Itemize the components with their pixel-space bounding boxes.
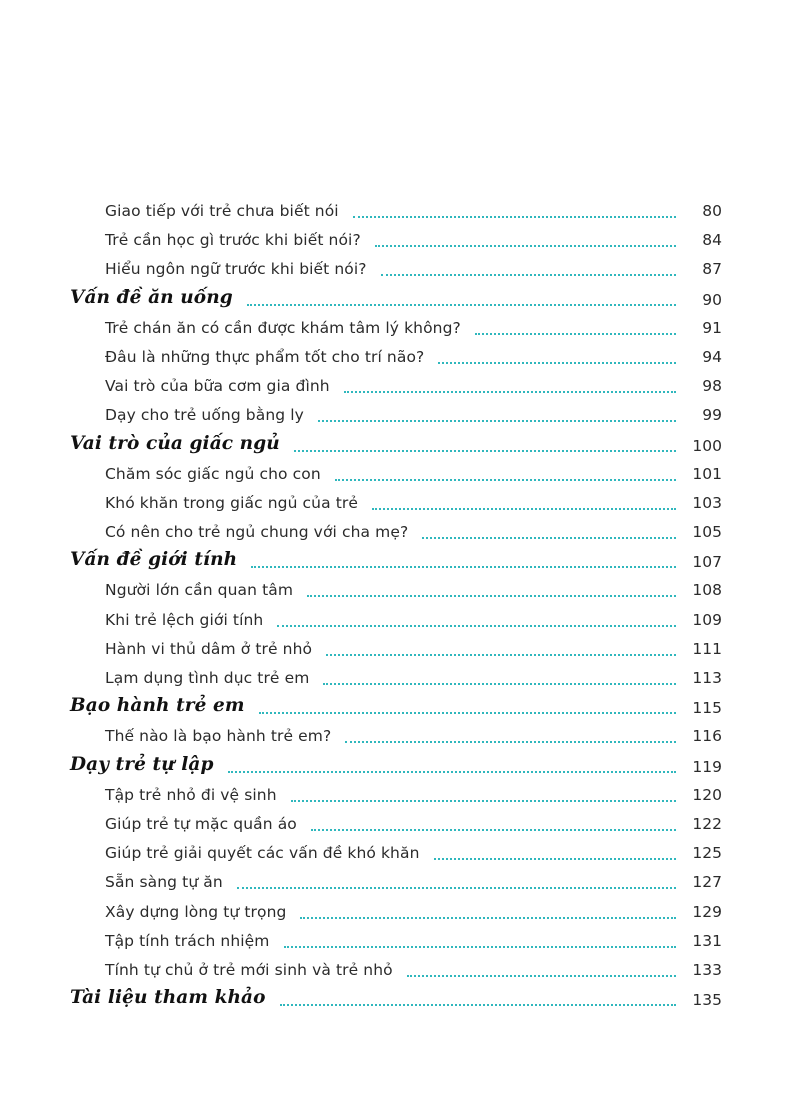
toc-entry (0, 577, 800, 606)
dot-leader (259, 712, 676, 714)
toc-entry (0, 256, 800, 285)
dot-leader (381, 274, 676, 276)
page-number: 125 (692, 844, 722, 863)
dot-leader (307, 595, 676, 597)
entry-title: Người lớn cần quan tâm (105, 581, 294, 600)
page-number: 80 (702, 202, 722, 220)
page-number: 107 (692, 553, 722, 572)
page-number: 103 (692, 493, 722, 512)
entry-title: Dạy cho trẻ uống bằng ly (105, 406, 304, 425)
dot-leader (300, 917, 676, 919)
toc-entry (0, 723, 800, 752)
entry-title: Giúp trẻ giải quyết các vấn đề khó khăn (105, 844, 420, 863)
toc-entry (0, 198, 800, 227)
dot-leader (434, 858, 676, 860)
section-title: Tài liệu tham khảo (70, 987, 266, 1009)
page-number: 101 (692, 464, 722, 483)
entry-title: Sẵn sàng tự ăn (105, 873, 223, 892)
page-number: 94 (702, 347, 722, 366)
entry-title: Hiểu ngôn ngữ trước khi biết nói? (105, 260, 367, 279)
toc-entry (0, 840, 800, 869)
dot-leader (284, 946, 676, 948)
page-number: 84 (702, 231, 722, 250)
entry-title: Có nên cho trẻ ngủ chung với cha mẹ? (105, 523, 409, 542)
toc-entry (0, 665, 800, 694)
page-number: 98 (702, 377, 722, 396)
section-title: Dạy trẻ tự lập (70, 753, 214, 775)
toc-entry (0, 928, 800, 957)
dot-leader (375, 245, 676, 247)
dot-leader (475, 333, 676, 335)
page-number: 87 (702, 260, 722, 279)
page-number: 99 (702, 406, 722, 425)
page-number: 111 (692, 639, 722, 658)
toc-section-heading (0, 548, 800, 577)
toc-entry (0, 344, 800, 373)
page-number: 129 (692, 902, 722, 921)
toc-entry (0, 490, 800, 519)
entry-title: Vai trò của bữa cơm gia đình (105, 377, 330, 396)
dot-leader (277, 625, 676, 627)
dot-leader (438, 362, 676, 364)
entry-title: Trẻ cần học gì trước khi biết nói? (105, 231, 361, 250)
toc-entry (0, 402, 800, 431)
dot-leader (228, 771, 676, 773)
toc-entry (0, 636, 800, 665)
section-title: Vấn đề giới tính (70, 549, 238, 571)
entry-title: Trẻ chán ăn có cần được khám tâm lý không? (105, 318, 461, 337)
dot-leader (291, 800, 676, 802)
toc-entry (0, 782, 800, 811)
dot-leader (353, 216, 676, 218)
page-number: 120 (692, 785, 722, 804)
page-number: 135 (692, 991, 722, 1010)
entry-title: Khi trẻ lệch giới tính (105, 610, 264, 629)
page-number: 105 (692, 523, 722, 542)
section-title: Vấn đề ăn uống (70, 286, 233, 308)
entry-title: Giúp trẻ tự mặc quần áo (105, 814, 297, 833)
page-number: 115 (692, 699, 722, 718)
page-number: 91 (702, 318, 722, 337)
section-title: Vai trò của giấc ngủ (70, 432, 280, 454)
dot-leader (326, 654, 676, 656)
dot-leader (318, 420, 676, 422)
toc-entry (0, 373, 800, 402)
entry-title: Chăm sóc giấc ngủ cho con (105, 464, 321, 483)
section-title: Bạo hành trẻ em (70, 695, 245, 717)
dot-leader (344, 391, 676, 393)
dot-leader (323, 683, 676, 685)
dot-leader (311, 829, 676, 831)
toc-section-heading (0, 286, 800, 315)
toc-section-heading (0, 986, 800, 1015)
page-number: 131 (692, 931, 722, 950)
table-of-contents (0, 198, 800, 1015)
entry-title: Xây dựng lòng tự trọng (105, 902, 287, 921)
page-number: 119 (692, 757, 722, 776)
toc-entry (0, 811, 800, 840)
dot-leader (294, 450, 676, 452)
toc-entry (0, 227, 800, 256)
toc-section-heading (0, 432, 800, 461)
toc-section-heading (0, 694, 800, 723)
entry-title: Tập trẻ nhỏ đi vệ sinh (105, 785, 277, 804)
dot-leader (335, 479, 676, 481)
entry-title: Giao tiếp với trẻ chưa biết nói (105, 202, 339, 220)
entry-title: Khó khăn trong giấc ngủ của trẻ (105, 493, 358, 512)
page-number: 116 (692, 727, 722, 746)
toc-entry (0, 519, 800, 548)
dot-leader (422, 537, 676, 539)
entry-title: Lạm dụng tình dục trẻ em (105, 669, 310, 687)
entry-title: Đâu là những thực phẩm tốt cho trí não? (105, 347, 425, 366)
entry-title: Thế nào là bạo hành trẻ em? (105, 727, 332, 746)
dot-leader (251, 566, 676, 568)
dot-leader (237, 887, 676, 889)
page-number: 100 (692, 436, 722, 455)
page-number: 133 (692, 960, 722, 979)
page-number: 108 (692, 581, 722, 600)
entry-title: Tính tự chủ ở trẻ mới sinh và trẻ nhỏ (105, 960, 393, 979)
toc-entry (0, 957, 800, 986)
dot-leader (345, 741, 676, 743)
toc-entry (0, 315, 800, 344)
dot-leader (280, 1004, 676, 1006)
page-number: 122 (692, 814, 722, 833)
page-number: 90 (702, 290, 722, 309)
toc-entry (0, 899, 800, 928)
toc-entry (0, 607, 800, 636)
toc-entry (0, 869, 800, 898)
toc-entry (0, 461, 800, 490)
page-number: 127 (692, 873, 722, 892)
dot-leader (372, 508, 676, 510)
toc-section-heading (0, 753, 800, 782)
dot-leader (247, 304, 676, 306)
dot-leader (407, 975, 676, 977)
page-number: 113 (692, 669, 722, 687)
page-number: 109 (692, 610, 722, 629)
entry-title: Hành vi thủ dâm ở trẻ nhỏ (105, 639, 313, 658)
entry-title: Tập tính trách nhiệm (105, 931, 270, 950)
